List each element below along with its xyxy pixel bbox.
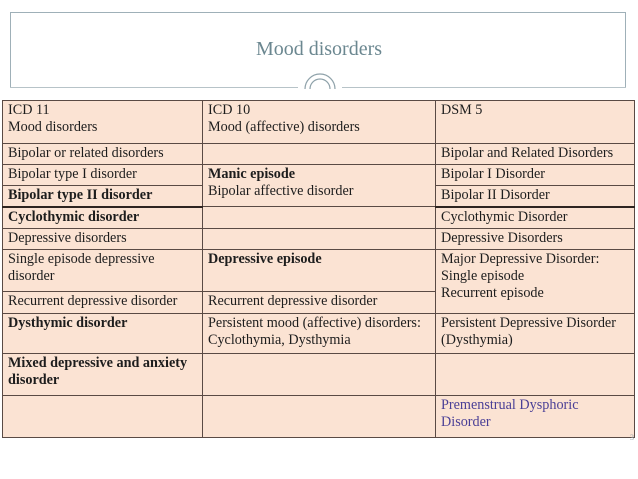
header-icd11 [3, 101, 203, 144]
cell-dsm5-mdd [436, 250, 635, 314]
cell-icd11: Bipolar type I disorder [3, 165, 203, 186]
cell-dsm5: Depressive Disorders [436, 229, 635, 250]
cell-dsm5: Persistent Depressive Disorder (Dysthymia) [436, 314, 635, 354]
cell-icd11: Cyclothymic disorder [3, 207, 203, 229]
table-row [3, 144, 635, 165]
cell-icd10 [203, 396, 436, 438]
cell-icd11: Single episode depressive disorder [3, 250, 203, 292]
slide-title: Mood disorders [255, 38, 383, 60]
cell-icd10 [203, 207, 436, 229]
header-dsm5 [436, 101, 635, 144]
title-arc-ornament [302, 72, 338, 90]
cell-icd11: Dysthymic disorder [3, 314, 203, 354]
cell-dsm5: Cyclothymic Disorder [436, 207, 635, 229]
header-icd11-version: ICD 11 [8, 102, 50, 118]
cell-icd10: Recurrent depressive disorder [203, 292, 436, 314]
mdd-line-2: Single episode [441, 268, 525, 284]
slide-number: 3 [630, 433, 634, 442]
mdd-line-1: Major Depressive Disorder: [441, 251, 600, 267]
cell-icd11: Bipolar type II disorder [3, 186, 203, 207]
cell-dsm5: Bipolar I Disorder [436, 165, 635, 186]
table-row [3, 354, 635, 396]
cell-icd10-bipolar-affective: Bipolar affective disorder [208, 183, 354, 199]
cell-icd11: Bipolar or related disorders [3, 144, 203, 165]
cell-dsm5: Bipolar and Related Disorders [436, 144, 635, 165]
cell-icd10 [203, 229, 436, 250]
cell-icd11: Mixed depressive and anxiety disorder [3, 354, 203, 396]
cell-icd10 [203, 144, 436, 165]
header-icd10-subtitle: Mood (affective) disorders [208, 119, 360, 135]
cell-icd10: Depressive episode [203, 250, 436, 292]
title-rule-left [10, 87, 298, 88]
cell-icd11 [3, 396, 203, 438]
table-row [3, 250, 635, 292]
mood-disorders-table [2, 100, 635, 438]
cell-icd10-bipolar [203, 165, 436, 207]
cell-dsm5: Bipolar II Disorder [436, 186, 635, 207]
header-row [3, 101, 635, 144]
header-icd11-subtitle: Mood disorders [8, 119, 98, 135]
table-row [3, 314, 635, 354]
cell-icd10: Persistent mood (affective) disorders: Cyclothymia, Dysthymia [203, 314, 436, 354]
table-row [3, 396, 635, 438]
header-icd10-version: ICD 10 [208, 102, 251, 118]
cell-dsm5-pmdd: Premenstrual Dysphoric Disorder [436, 396, 635, 438]
table-row [3, 165, 635, 186]
cell-icd10-manic-episode: Manic episode [208, 166, 296, 182]
header-dsm5-version: DSM 5 [441, 102, 483, 118]
cell-dsm5 [436, 354, 635, 396]
title-rule-right [342, 87, 626, 88]
header-icd10 [203, 101, 436, 144]
table-row [3, 229, 635, 250]
cell-icd11: Depressive disorders [3, 229, 203, 250]
table-row [3, 207, 635, 229]
cell-icd11: Recurrent depressive disorder [3, 292, 203, 314]
mdd-line-3: Recurrent episode [441, 285, 544, 301]
cell-icd10 [203, 354, 436, 396]
